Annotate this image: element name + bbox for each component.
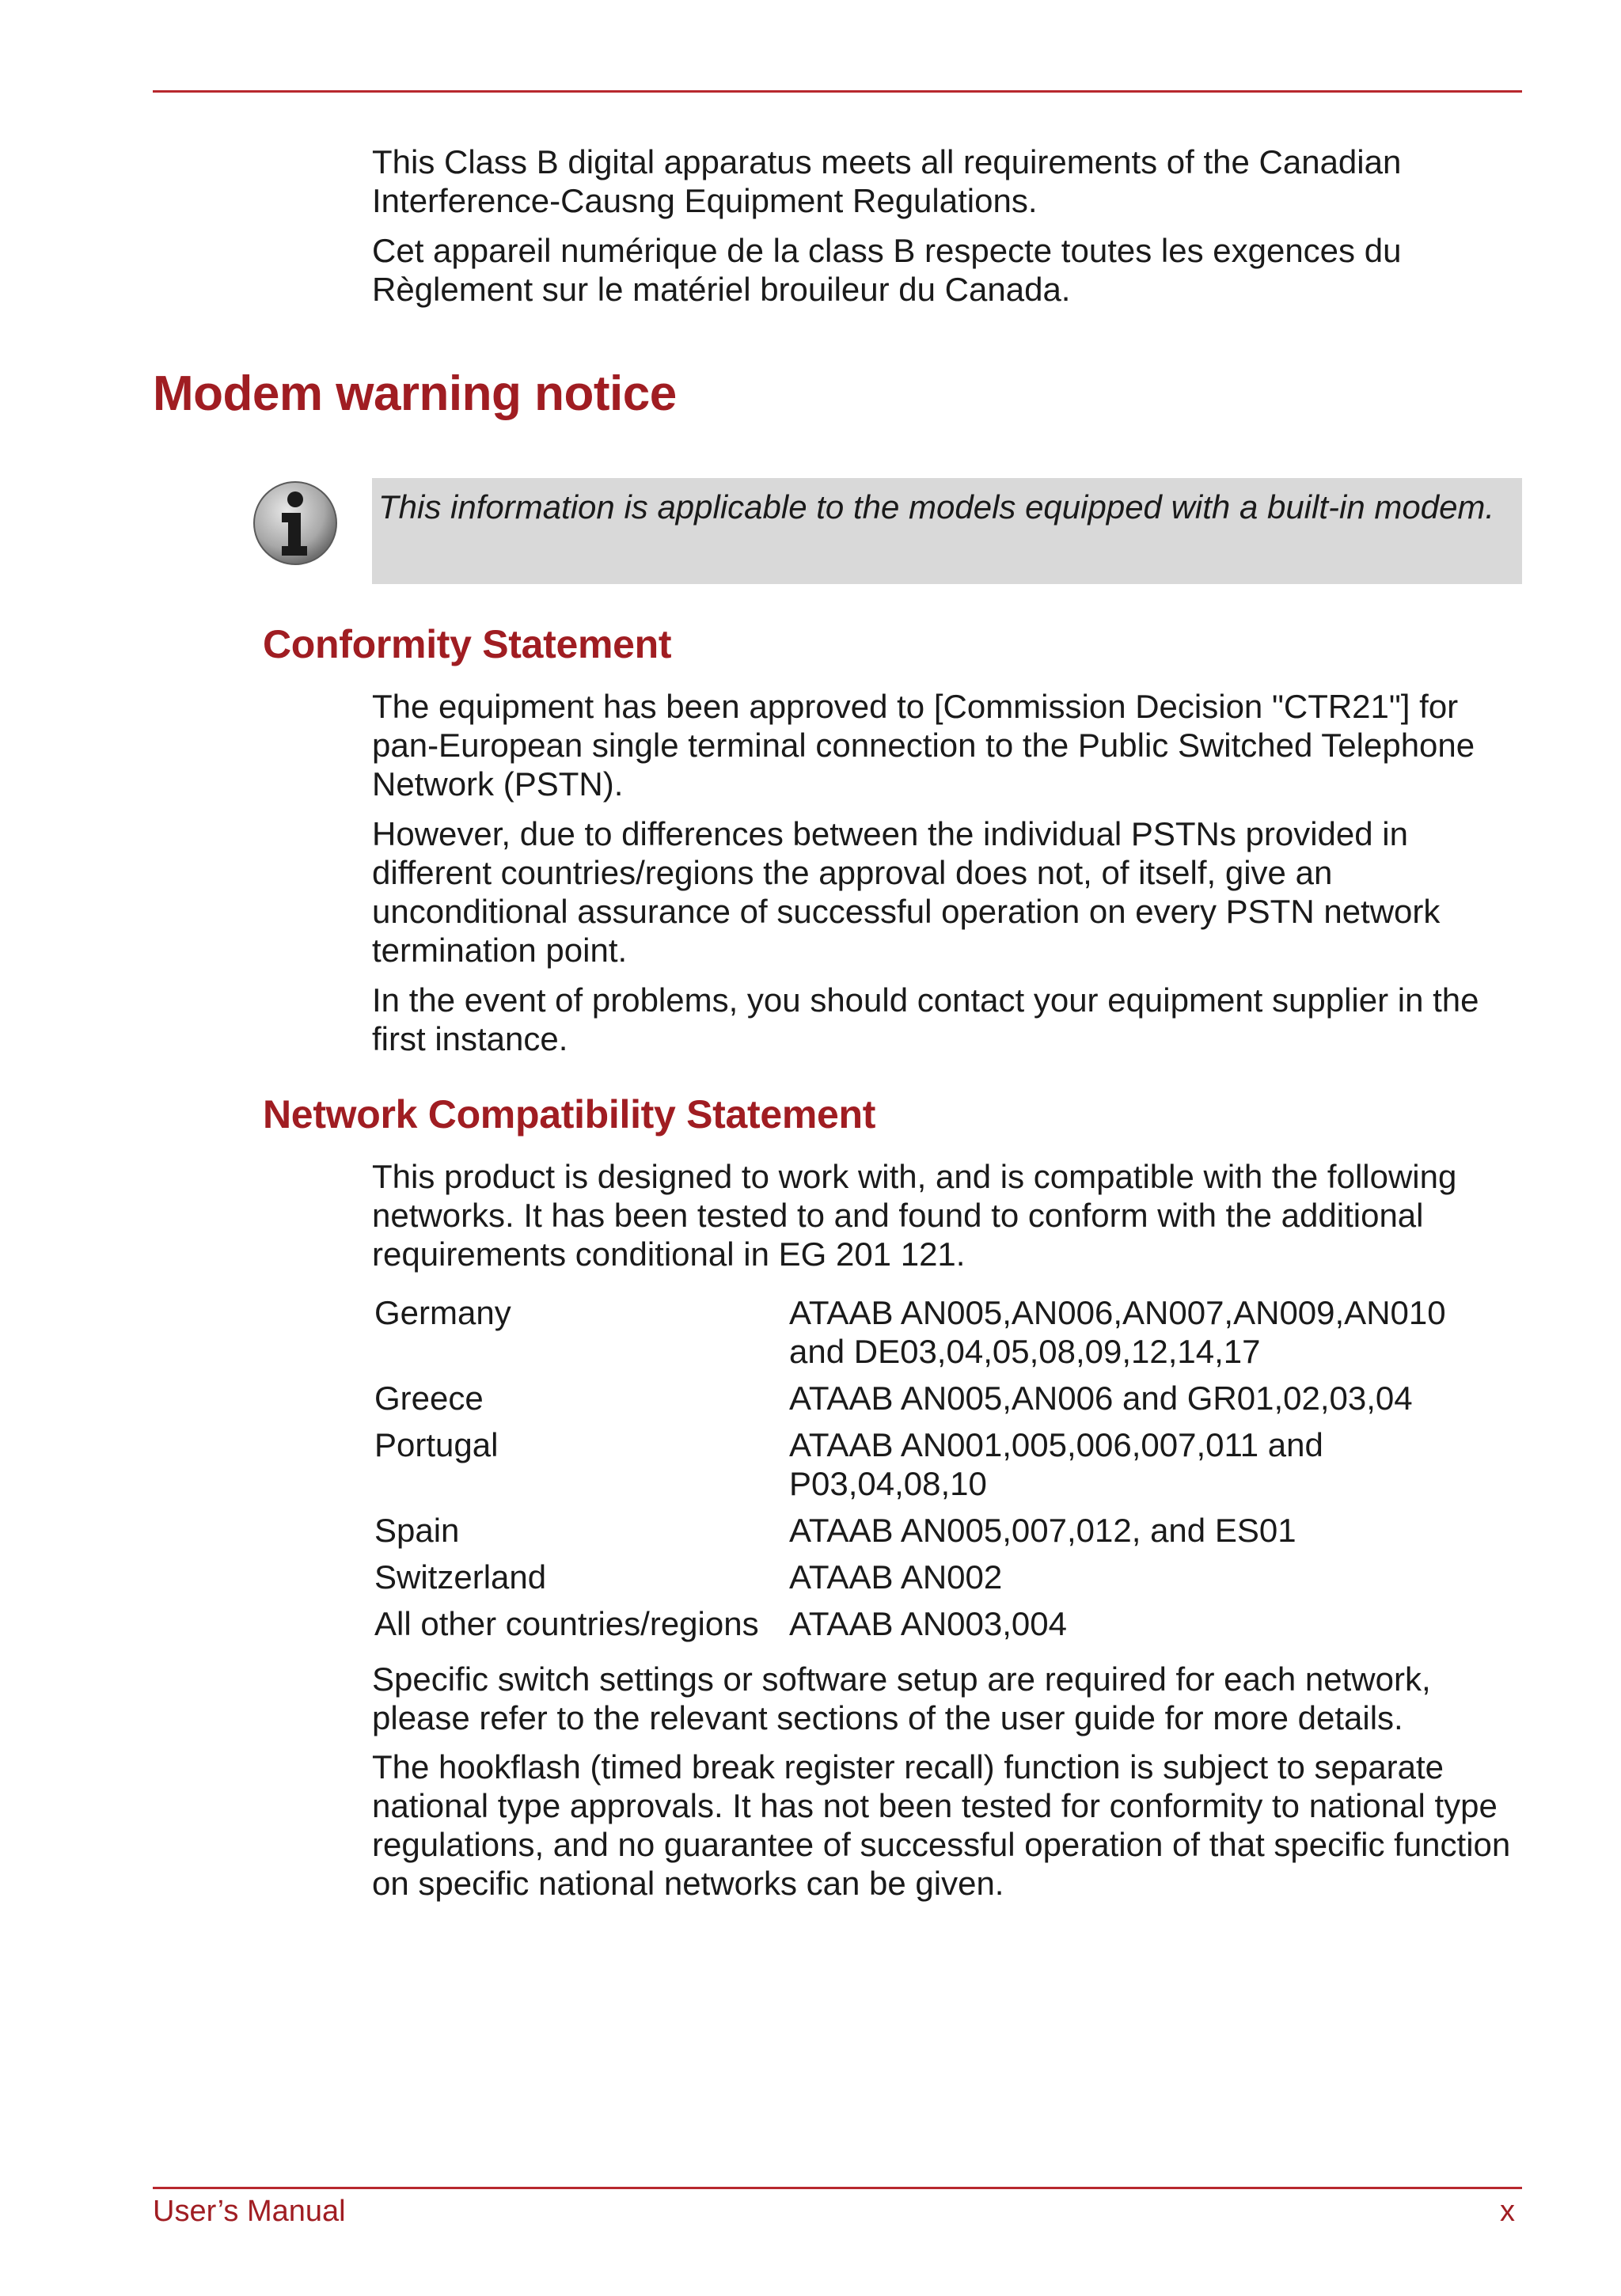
country-cell: Greece [374,1379,484,1417]
standard-cell: ATAAB AN003,004 [789,1605,1067,1642]
note-text: This information is applicable to the models equipped with a built-in modem. [378,488,1495,526]
country-cell: Spain [374,1512,460,1549]
network-paragraph-1: This product is designed to work with, and is compatible with the following networks. It has been tested to and found to conform with the additional requirements conditional in EG 201 121. [372,1158,1457,1273]
conformity-paragraph-3: In the event of problems, you should contact your equipment supplier in the first instance. [372,981,1479,1057]
table-row [374,1379,1501,1425]
header-rule [153,90,1522,93]
section-title: Modem warning notice [153,366,677,421]
country-cell: Portugal [374,1426,499,1463]
conformity-paragraph-2: However, due to differences between the individual PSTNs provided in different countries/regions the approval does not, of itself, give an unconditional assurance of successful operation on every PSTN network termination point. [372,815,1441,969]
table-row [374,1604,1501,1643]
network-paragraph-2: Specific switch settings or software setup are required for each network, please refer to the relevant sections of the user guide for more details. [372,1660,1431,1736]
intro-paragraph-fr: Cet appareil numérique de la class B respecte toutes les exgences du Règlement sur le matériel brouileur du Canada. [372,232,1402,308]
standard-cell: ATAAB AN001,005,006,007,011 and P03,04,08,10 [789,1426,1323,1502]
intro-paragraph-en: This Class B digital apparatus meets all requirements of the Canadian Interference-Causng Equipment Regulations. [372,143,1402,219]
standard-cell: ATAAB AN005,AN006,AN007,AN009,AN010 and DE03,04,05,08,09,12,14,17 [789,1294,1446,1370]
network-heading: Network Compatibility Statement [263,1092,876,1137]
standard-cell: ATAAB AN002 [789,1558,1003,1596]
standard-cell: ATAAB AN005,007,012, and ES01 [789,1512,1296,1549]
info-icon [252,480,339,567]
country-cell: Germany [374,1294,511,1331]
conformity-heading: Conformity Statement [263,622,672,666]
footer-title: User’s Manual [153,2195,346,2228]
conformity-paragraph-1: The equipment has been approved to [Commission Decision "CTR21"] for pan-European single terminal connection to the Public Switched Telephone Network (PSTN). [372,688,1475,803]
table-row [374,1293,1501,1379]
country-cell: Switzerland [374,1558,547,1596]
footer-rule [153,2187,1522,2189]
standard-cell: ATAAB AN005,AN006 and GR01,02,03,04 [789,1379,1413,1417]
country-cell: All other countries/regions [374,1605,759,1642]
network-compatibility-table [374,1293,1501,1643]
page-number: x [1500,2195,1515,2228]
table-row [374,1425,1501,1511]
table-row [374,1558,1501,1604]
table-row [374,1511,1501,1558]
network-paragraph-3: The hookflash (timed break register recall) function is subject to separate national type approvals. It has not been tested for conformity to national type regulations, and no guarantee of successful operation of that specific function on specific national networks can be given. [372,1748,1511,1902]
